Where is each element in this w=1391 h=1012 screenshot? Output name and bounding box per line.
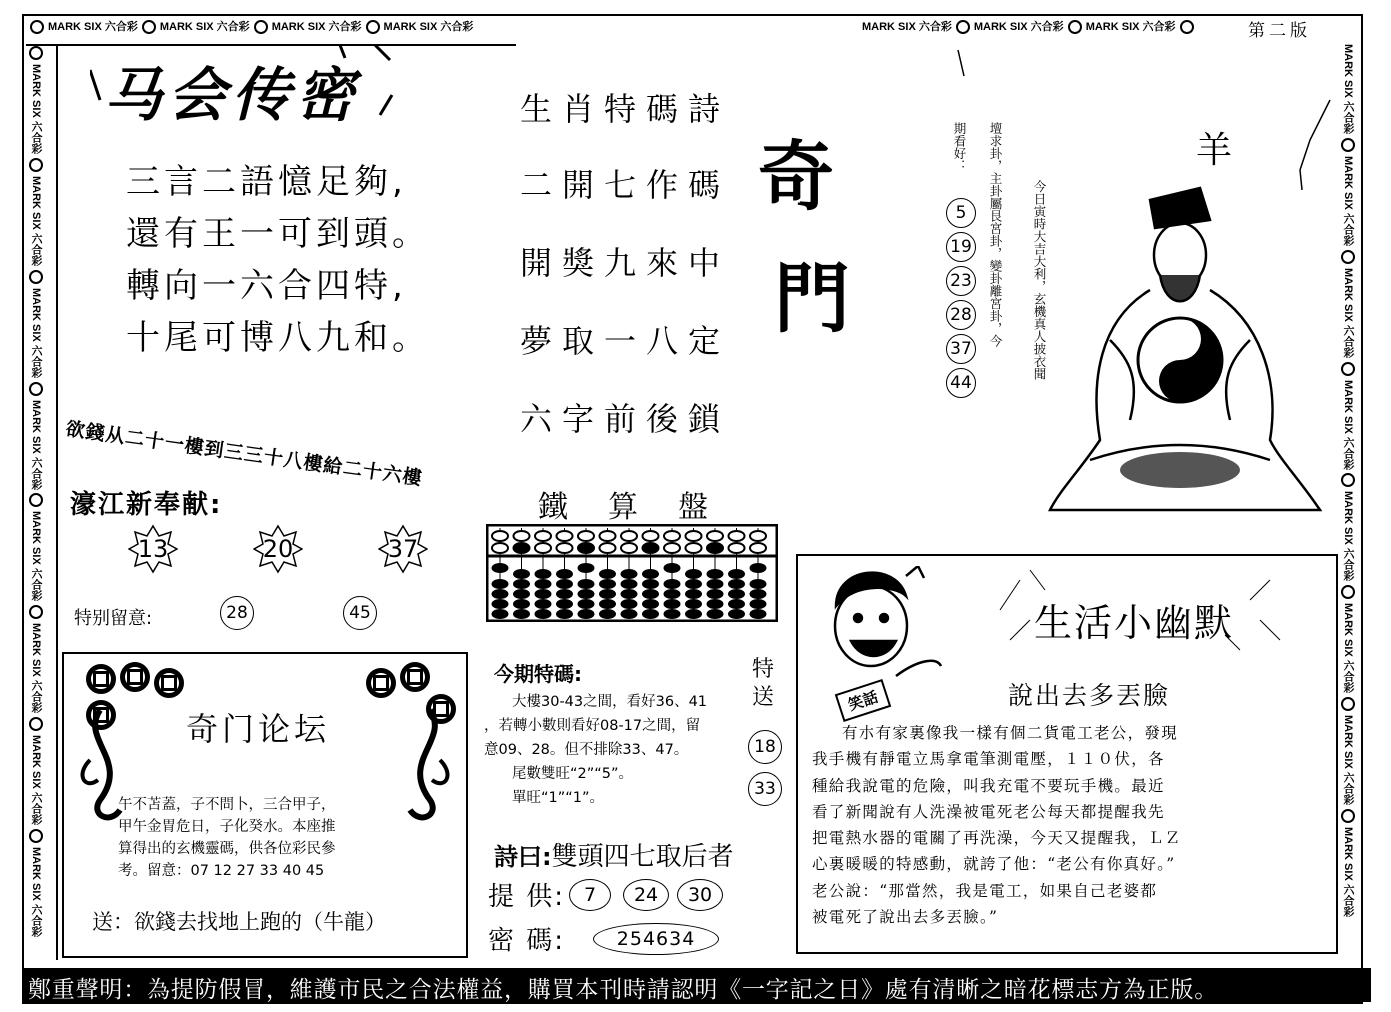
abacus-bead	[750, 610, 766, 619]
humor-title-burst	[990, 560, 1290, 660]
forum-send: 送：欲錢去找地上跑的（牛龍）	[92, 910, 386, 934]
sage-number: 23	[946, 266, 976, 296]
abacus-bead	[600, 590, 616, 599]
humor-line: 老公說：“那當然，我是電工，如果自己老婆都	[812, 881, 1158, 900]
abacus-bead	[750, 543, 766, 553]
slanted-note: 欲錢从二十一樓到三三十八樓給二十六樓	[64, 417, 424, 490]
abacus-bead	[578, 610, 594, 619]
abacus-bead	[600, 600, 616, 609]
abacus-bead	[621, 590, 637, 599]
provide-label: 提 供:	[488, 882, 566, 912]
abacus-bead	[750, 564, 766, 573]
humor-title: 生活小幽默	[1034, 601, 1235, 645]
abacus-bead	[664, 531, 680, 541]
abacus-bead	[492, 531, 508, 541]
middle-poem-line: 六字前後鎖	[520, 400, 731, 438]
abacus-bead	[750, 590, 766, 599]
issue-line: 尾數雙旺“2”“5”。	[512, 766, 633, 782]
abacus-bead	[578, 531, 594, 541]
abacus-bead	[600, 543, 616, 553]
footer-text: 鄭重聲明：為提防假冒，維護市民之合法權益，購買本刊時請認明《一字記之日》處有清晰之暗花標志方為正版。	[28, 977, 1218, 1003]
abacus-bead	[557, 543, 573, 553]
sage-col-text-1: 今日寅時大吉大利，玄機真人披衣聞	[1032, 180, 1047, 380]
abacus-bead	[686, 580, 702, 589]
poem-line: 還有王一可到頭。	[126, 214, 430, 254]
abacus-bead	[621, 610, 637, 619]
gift-number: 18	[748, 730, 782, 764]
abacus-bead	[686, 610, 702, 619]
abacus-bead	[643, 600, 659, 609]
abacus-title: 鐵算盤	[538, 490, 748, 525]
poem-line: 三言二語憶足夠,	[126, 162, 407, 202]
humor-line: 心裏暖暖的特感動，就誇了他：“老公有你真好。”	[812, 855, 1176, 874]
issue-line: ，若轉小數則看好08-17之間，留	[484, 718, 701, 734]
qimen-char: 門	[774, 254, 850, 343]
abacus-bead	[578, 543, 594, 553]
abacus-bead	[621, 580, 637, 589]
abacus-bead	[514, 580, 530, 589]
abacus-bead	[578, 600, 594, 609]
poem-line: 十尾可博八九和。	[126, 318, 430, 358]
abacus-bead	[492, 580, 508, 589]
qimen-char: 奇	[758, 132, 834, 221]
burst-number: 37	[378, 524, 428, 574]
provide-number: 30	[677, 879, 723, 911]
issue-line: 大樓30-43之間，看好36、41	[512, 694, 708, 710]
abacus-bead	[535, 610, 551, 619]
abacus-bead	[514, 531, 530, 541]
abacus-bead	[535, 600, 551, 609]
abacus-bead	[750, 580, 766, 589]
abacus-bead	[621, 531, 637, 541]
sage-col-text-3: 期看好：	[952, 122, 967, 172]
abacus-bead	[729, 531, 745, 541]
poem-says-text: 雙頭四七取后者	[551, 842, 734, 872]
abacus-bead	[492, 600, 508, 609]
abacus-bead	[535, 580, 551, 589]
provide	[488, 876, 723, 913]
masthead-rays	[90, 40, 400, 130]
abacus-bead	[707, 531, 723, 541]
humor-subtitle: 說出去多丟臉	[1008, 681, 1171, 710]
abacus-bead	[492, 590, 508, 599]
abacus-bead	[729, 590, 745, 599]
crack-lines	[950, 40, 1350, 190]
humor-line: 我手機有靜電立馬拿電筆測電壓，１１０伏，各	[812, 750, 1165, 769]
abacus-bead	[514, 590, 530, 599]
middle-poem-line: 二開七作碼	[520, 166, 731, 204]
abacus-bead	[514, 570, 530, 579]
sage-zodiac: 羊	[1196, 130, 1233, 171]
issue-body	[484, 690, 707, 810]
abacus-bead	[664, 610, 680, 619]
middle-poem-title: 生肖特碼詩	[520, 90, 731, 128]
abacus-bead	[664, 600, 680, 609]
abacus-bead	[729, 600, 745, 609]
abacus-bead	[664, 590, 680, 599]
abacus-bead	[535, 531, 551, 541]
abacus-bead	[729, 610, 745, 619]
forum-title: 奇门论坛	[186, 710, 331, 748]
sage-number: 44	[946, 368, 976, 398]
provide-number: 7	[569, 879, 611, 911]
edition-label: 第二版	[1248, 21, 1311, 41]
special-label: 特别留意:	[74, 608, 153, 629]
abacus-bead	[707, 580, 723, 589]
abacus-bead	[707, 610, 723, 619]
abacus-bead	[621, 543, 637, 553]
sage-col-text-2: 壇求卦，主卦屬艮宮卦，變卦離宮卦，今	[988, 122, 1003, 347]
middle-poem-line: 開獎九來中	[520, 244, 731, 282]
abacus-bead	[686, 543, 702, 553]
abacus-bead	[492, 564, 508, 573]
macau-title: 濠江新奉献:	[70, 490, 223, 520]
abacus-bead	[578, 590, 594, 599]
poem-says	[494, 836, 734, 873]
middle-poem	[520, 84, 730, 440]
abacus-bead	[643, 543, 659, 553]
abacus-bead	[492, 610, 508, 619]
abacus-bead	[686, 570, 702, 579]
left-poem	[126, 156, 430, 364]
abacus-bead	[686, 600, 702, 609]
abacus-bead	[729, 543, 745, 553]
abacus-bead	[643, 610, 659, 619]
special-number: 28	[220, 596, 254, 630]
abacus-bead	[492, 543, 508, 553]
humor-line: 種給我說電的危險，叫我充電不要玩手機。最近	[812, 776, 1165, 795]
top-border-strip-left: MARK SIX 六合彩 MARK SIX 六合彩 MARK SIX 六合彩 MARK SIX 六合彩	[26, 18, 516, 46]
abacus-bead	[664, 580, 680, 589]
abacus-bead	[707, 570, 723, 579]
password-label: 密 碼:	[488, 926, 566, 956]
abacus-graphic	[486, 524, 778, 622]
forum-line: 午不苫蓋，子不問卜，三合甲子，	[118, 797, 336, 813]
humor-body	[812, 720, 1182, 930]
abacus-bead	[557, 590, 573, 599]
abacus-bead	[600, 610, 616, 619]
issue-line: 意09、28。但不排除33、47。	[484, 742, 689, 758]
sage-number: 19	[946, 232, 976, 262]
issue-title: 今期特碼:	[494, 662, 582, 686]
abacus-bead	[729, 580, 745, 589]
abacus-bead	[621, 570, 637, 579]
abacus-bead	[621, 600, 637, 609]
abacus-bead	[514, 600, 530, 609]
humor-line: 被電死了說出去多丟臉。”	[812, 908, 999, 927]
abacus-bead	[578, 580, 594, 589]
abacus-bead	[707, 590, 723, 599]
left-border-strip: MARK SIX 六合彩 MARK SIX 六合彩 MARK SIX 六合彩 MARK SIX 六合彩 MARK SIX 六合彩 MARK SIX 六合彩 MARK SIX 六合彩 MARK SIX 六合彩	[28, 46, 44, 956]
password-value: 254634	[593, 923, 719, 955]
sage-number: 28	[946, 300, 976, 330]
issue-line: 單旺“1”“1”。	[512, 790, 604, 806]
top-border-strip-right: MARK SIX 六合彩 MARK SIX 六合彩 MARK SIX 六合彩	[862, 18, 1242, 44]
abacus-bead	[750, 600, 766, 609]
abacus-bead	[600, 580, 616, 589]
abacus-bead	[535, 590, 551, 599]
poem-says-label: 詩曰:	[494, 843, 552, 871]
abacus-bead	[557, 580, 573, 589]
gift-number: 33	[748, 772, 782, 806]
sage-number: 37	[946, 334, 976, 364]
password	[488, 920, 719, 957]
humor-line: 看了新聞說有人洗澡被電死老公每天都提醒我先	[812, 802, 1165, 821]
abacus-bead	[514, 543, 530, 553]
abacus-bead	[686, 590, 702, 599]
left-strip-rule	[56, 46, 58, 960]
sage-number: 5	[946, 198, 976, 228]
abacus-bead	[578, 564, 594, 573]
abacus-bead	[729, 570, 745, 579]
abacus-bead	[557, 531, 573, 541]
abacus-bead	[664, 564, 680, 573]
abacus-bead	[643, 590, 659, 599]
burst-number: 20	[253, 524, 303, 574]
forum-line: 甲午金胃危日，子化癸水。本座推	[118, 819, 336, 835]
right-border-strip: MARK SIX 六合彩 MARK SIX 六合彩 MARK SIX 六合彩 MARK SIX 六合彩 MARK SIX 六合彩 MARK SIX 六合彩 MARK SIX 六合彩 MARK SIX 六合彩	[1342, 44, 1354, 917]
abacus-bead	[707, 543, 723, 553]
abacus-bead	[643, 531, 659, 541]
abacus-bead	[707, 600, 723, 609]
poem-line: 轉向一六合四特,	[126, 266, 407, 306]
forum-line: 算得出的玄機靈碼，供各位彩民參	[118, 841, 336, 857]
special-number: 45	[343, 596, 377, 630]
middle-poem-line: 夢取一八定	[520, 322, 731, 360]
macau-numbers	[128, 524, 428, 574]
sage-numbers	[946, 198, 976, 398]
sage-illustration	[1030, 180, 1330, 520]
abacus-bead	[535, 570, 551, 579]
abacus-bead	[557, 570, 573, 579]
forum-line: 考。留意：07 12 27 33 40 45	[118, 863, 325, 879]
forum-body	[118, 794, 336, 882]
abacus-bead	[514, 610, 530, 619]
humor-line: 有朩有家裏像我一樣有個二貨電工老公，發現	[842, 724, 1179, 742]
gift-label: 特送	[752, 657, 775, 710]
abacus-bead	[643, 580, 659, 589]
abacus-bead	[750, 531, 766, 541]
humor-line: 把電熱水器的電關了再洗澡，今天又提醒我，ＬＺ	[812, 829, 1182, 848]
abacus-bead	[535, 543, 551, 553]
masthead-title: 马会传密	[104, 61, 361, 129]
abacus-bead	[664, 543, 680, 553]
cartoon-face	[826, 566, 956, 706]
provide-number: 24	[623, 879, 669, 911]
abacus-bead	[600, 570, 616, 579]
abacus-bead	[557, 610, 573, 619]
abacus-bead	[686, 531, 702, 541]
burst-number: 13	[128, 524, 178, 574]
abacus-bead	[643, 570, 659, 579]
humor-badge: 笑話	[835, 679, 892, 722]
abacus-bead	[557, 600, 573, 609]
abacus-bead	[600, 531, 616, 541]
